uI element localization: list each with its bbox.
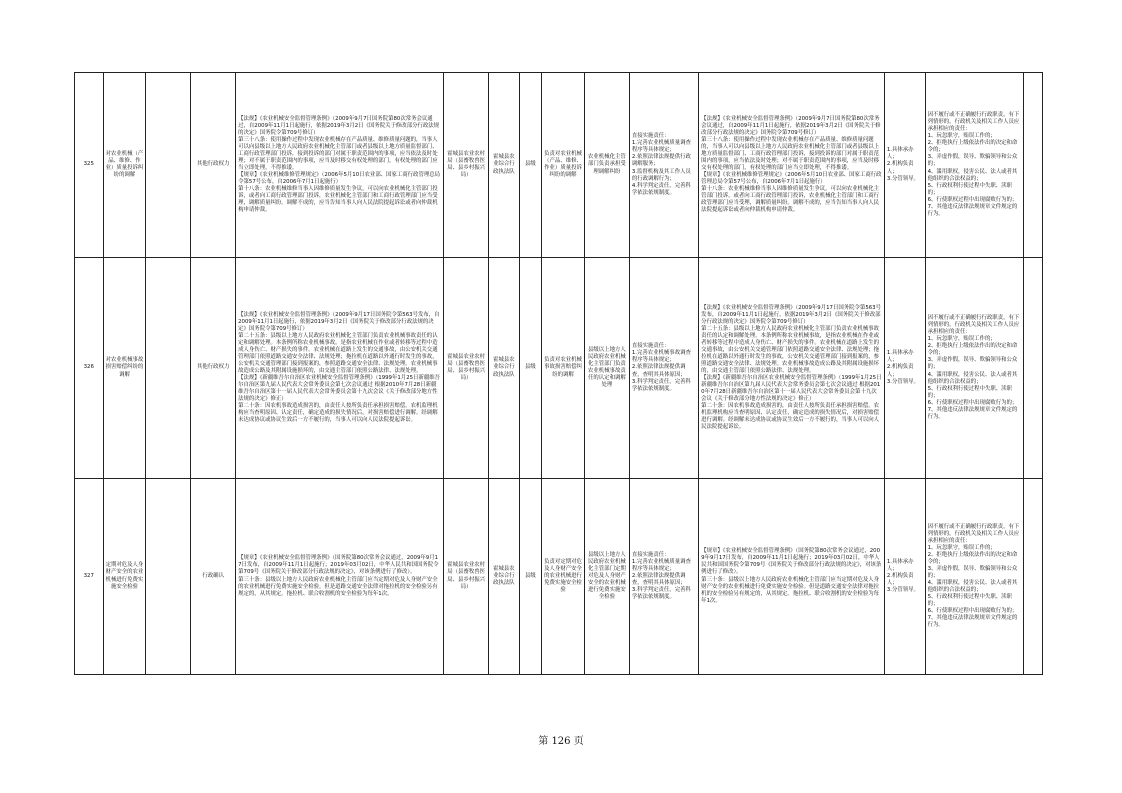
row-number: 325 <box>75 73 104 258</box>
sub-item <box>146 258 191 479</box>
responsibility-content: 负责对农业机械事故损害赔偿纠纷的调解 <box>542 258 585 479</box>
item-name: 对农业机械事故损害赔偿纠纷的调解 <box>103 258 146 479</box>
page-number: 第 126 页 <box>538 736 584 747</box>
legal-basis: 【规章】《农业机械安全监督管理条例》（国务院第80次常务会议通过，2009年9月17日发布，自2009年11月1日起施行；2019年03月02日，中华人民共和国国务院令第709号《国务院关于修改部分行政法规的决定》，对该条例进行了修改）。 第三十条：县级以上地方人民政府农业机械化主管部门应当定期对危及人身财产安全的农业机械进行免费实施安全检验。但是道路交通安全法律对拖拉机的安全检验另有规定的，从其规定。拖拉机、联合收割机的安全检验为每年1次。 <box>236 479 444 675</box>
table-row <box>75 258 1043 479</box>
exercise-level: 县级 <box>519 479 541 675</box>
remarks <box>1023 73 1042 258</box>
responsibility-subject: 农业机械化主管部门负责承担受理调解纠纷 <box>584 73 629 258</box>
accountability-circumstances: 因不履行或不正确履行行政职责，有下列情形的，行政机关及相关工作人员应承担相应的责任： 1、玩忽职守，贻误工作的； 2、拒绝执行上级依法作出的决定和命令的； 3、弄虚作假，误导、欺骗领导和公众的； 4、滥用职权，侵害公民、法人或者其他组织的合法权益的； 5、行政权利行使过程中失职、渎职的； 6、行使职权过程中出现腐败行为的； 7、其他违反法律法规规章文件规定的行为。 <box>925 258 1023 479</box>
legal-basis: 【法规】《农业机械安全监督管理条例》（2009年9月17日国务院令第563号发布，自2009年11月1日起施行，依据2019年3月2日《国务院关于修改部分行政法规的决定》国务院令第709号修订） 第二十五条：县级以上地方人民政府农业机械化主管部门负责农业机械事故责任的认定和调解处理。本条例所称农业机械事故，是指农业机械在作业或者转移等过程中造成人身伤亡、财产损失的事件。农业机械在道路上发生的交通事故，由公安机关交通管理部门依照道路交通安全法律、法规处理；拖拉机在道路以外通行时发生的事故，公安机关交通管理部门接到报案的，参照道路交通安全法律、法规处理。农业机械事故造成公路及其附属设施损坏的，由交通主管部门依照公路法律、法规处理。 【法规】《新疆维吾尔自治区农业机械安全监督管理条例》（1999年1月25日新疆维吾尔自治区第九届人民代表大会常务委员会第七次会议通过 根据2010年7月28日新疆维吾尔自治区第十一届人民代表大会常务委员会第十九次会议《关于修改部分地方性法规的决定》修正） 第二十条：因农机事故造成损害的，由责任人按所负责任承担损害赔偿。农机监理机构应当查明原因、认定责任，确定造成的损失情况后，对损害赔偿进行调解。经调解未达成协议或协议生效后一方不履行的，当事人可以向人民法院提起诉讼。 <box>236 258 444 479</box>
exercise-level: 县级 <box>519 258 541 479</box>
row-number: 326 <box>75 258 104 479</box>
responsibility-subject: 县级以上地方人民政府农业机械化主管部门定期对危及人身财产安全的农业机械进行免费实施安全检验 <box>584 479 629 675</box>
item-name: 定期对危及人身财产安全的农业机械进行免费实施安全检验 <box>103 479 146 675</box>
responsibility-items: 直接实施责任： 1.完善农业机械质量调查程序等具体规定； 2.依照法律法规提供调查，查明其具体原因； 3.科学判定责任，完善科学依法依规制度。 <box>629 479 698 675</box>
sub-item <box>146 479 191 675</box>
table-row <box>75 73 1043 258</box>
accountability-circumstances: 因不履行或不正确履行行政职责，有下列情形的，行政机关及相关工作人员应承担相应的责任： 1、玩忽职守，贻误工作的； 2、拒绝执行上级依法作出的决定和命令的； 3、弄虚作假，误导、欺骗领导和公众的； 4、滥用职权，侵害公民、法人或者其他组织的合法权益的； 5、行政权利行使过程中失职、渎职的； 6、行使职权过程中出现腐败行为的； 7、其他违反法律法规规章文件规定的行为。 <box>925 479 1023 675</box>
table-row <box>75 479 1043 675</box>
row-number: 327 <box>75 479 104 675</box>
legal-basis: 【法规】《农业机械安全监督管理条例》（2009年9月7日国务院第80次常务会议通过，自2009年11月1日起施行，依据2019年3月2日《国务院关于修改部分行政法规的决定》国务院令第709号修订） 第三十八条：使用操作过程中发现农业机械存在产品质量、维修质量问题的，当事人可以向县级以上地方人民政府农业机械化主管部门或者县级以上地方质量监督部门、工商行政管理部门投诉，接到投诉的部门对属于职责范围内的事项，应当依法及时处理；对不属于职责范围内的事项，应当及时移交有权处理的部门，有权处理的部门应当立即处理，不得推诿。 【规章】《农业机械维修管理规定》（2006年5月10日农业部、国家工商行政管理总局令第57号公布，自2006年7月1日起施行） 第十八条：农业机械维修当事人因维修质量发生争议，可以向农业机械化主管部门投诉，或者向工商行政管理部门投诉，农业机械化主管部门和工商行政管理部门应当受理，调解质量纠纷。调解不成的，应当告知当事人向人民法院提起诉讼或者向仲裁机构申请仲裁。 <box>236 73 444 258</box>
power-type: 其他行政权力 <box>191 73 236 258</box>
responsibility-bearer: 1.具体承办人； 2.机构负责人； 3.分管领导。 <box>884 258 925 479</box>
power-type: 行政确认 <box>191 479 236 675</box>
responsibility-subject: 县级以上地方人民政府农业机械化主管部门负责农业机械事故责任的认定和调解处理 <box>584 258 629 479</box>
executing-unit: 霍城县农业综合行政执法队 <box>489 479 520 675</box>
executing-unit: 霍城县农业综合行政执法队 <box>489 258 520 479</box>
responsible-department: 霍城县农业农村局（县畜牧兽医局、县乡村振兴局） <box>444 479 489 675</box>
responsibility-basis: 【法规】《农业机械安全监督管理条例》（2009年9月7日国务院第80次常务会议通过，自2009年11月1日起施行，依据2019年3月2日《国务院关于修改部分行政法规的决定》国务院令第709号修订） 第三十八条：使用操作过程中发现农业机械存在产品质量、维修质量问题的，当事人可以向县级以上地方人民政府农业机械化主管部门或者县级以上地方质量监督部门、工商行政管理部门投诉，接到投诉的部门对属于职责范围内的事项，应当依法及时处理；对不属于职责范围内的事项，应当及时移交有权处理的部门，有权处理的部门应当立即处理，不得推诿。 【规章】《农业机械维修管理规定》（2006年5月10日农业部、国家工商行政管理总局令第57号公布，自2006年7月1日起施行） 第十八条：农业机械维修当事人因维修质量发生争议，可以向农业机械化主管部门投诉，或者向工商行政管理部门投诉，农业机械化主管部门和工商行政管理部门应当受理，调解质量纠纷。调解不成的，应当告知当事人向人民法院提起诉讼或者向仲裁机构申请仲裁。 <box>699 73 885 258</box>
responsibility-bearer: 1.具体承办人； 2.机构负责人； 3.分管领导。 <box>884 73 925 258</box>
responsibility-basis: 【规章】《农业机械安全监督管理条例》（国务院第80次常务会议通过，2009年9月17日发布，自2009年11月1日起施行；2019年03月02日，中华人民共和国国务院令第709号《国务院关于修改部分行政法规的决定》，对该条例进行了修改）。 第三十条：县级以上地方人民政府农业机械化主管部门应当定期对危及人身财产安全的农业机械进行免费实施安全检验。但是道路交通安全法律对拖拉机的安全检验另有规定的，从其规定。拖拉机、联合收割机的安全检验为每年1次。 <box>699 479 885 675</box>
item-name: 对农业机械（产品、维修、作业）质量投诉纠纷的调解 <box>103 73 146 258</box>
responsibility-items: 直接实施责任： 1.完善农业机械事故调查程序等具体规定； 2.依照法律法规提供调查，查明其具体原因； 3.科学判定责任，完善科学依法依规制度。 <box>629 258 698 479</box>
remarks <box>1023 479 1042 675</box>
remarks <box>1023 258 1042 479</box>
accountability-circumstances: 因不履行或不正确履行行政职责，有下列情形的，行政机关及相关工作人员应承担相应的责任： 1、玩忽职守，贻误工作的； 2、拒绝执行上级依法作出的决定和命令的； 3、弄虚作假，误导、欺骗领导和公众的； 4、滥用职权，侵害公民、法人或者其他组织的合法权益的； 5、行政权利行使过程中失职、渎职的； 6、行使职权过程中出现腐败行为的； 7、其他违反法律法规规章文件规定的行为。 <box>925 73 1023 258</box>
executing-unit: 霍城县农业综合行政执法队 <box>489 73 520 258</box>
exercise-level: 县级 <box>519 73 541 258</box>
power-type: 其他行政权力 <box>191 258 236 479</box>
responsibility-content: 负责对农业机械（产品、维修、作业）质量投诉纠纷的调解 <box>542 73 585 258</box>
responsibility-basis: 【法规】《农业机械安全监督管理条例》（2009年9月17日国务院令第563号发布，自2009年11月1日起施行，依据2019年3月2日《国务院关于修改部分行政法规的决定》国务院令第709号修订） 第二十五条：县级以上地方人民政府农业机械化主管部门负责农业机械事故责任的认定和调解处理。本条例所称农业机械事故，是指农业机械在作业或者转移等过程中造成人身伤亡、财产损失的事件。农业机械在道路上发生的交通事故，由公安机关交通管理部门依照道路交通安全法律、法规处理；拖拉机在道路以外通行时发生的事故，公安机关交通管理部门接到报案的，参照道路交通安全法律、法规处理。农业机械事故造成公路及其附属设施损坏的，由交通主管部门依照公路法律、法规处理。 【法规】《新疆维吾尔自治区农业机械安全监督管理条例》（1999年1月25日新疆维吾尔自治区第九届人民代表大会常务委员会第七次会议通过 根据2010年7月28日新疆维吾尔自治区第十一届人民代表大会常务委员会第十九次会议《关于修改部分地方性法规的决定》修正） 第二十条：因农机事故造成损害的，由责任人按所负责任承担损害赔偿。农机监理机构应当查明原因、认定责任，确定造成的损失情况后，对损害赔偿进行调解。经调解未达成协议或协议生效后一方不履行的，当事人可以向人民法院提起诉讼。 <box>699 258 885 479</box>
responsible-department: 霍城县农业农村局（县畜牧兽医局、县乡村振兴局） <box>444 258 489 479</box>
sub-item <box>146 73 191 258</box>
power-list-table <box>74 72 1043 675</box>
responsibility-content: 负责对定期对危及人身财产安全的农业机械进行免费实施安全检验 <box>542 479 585 675</box>
responsibility-items: 直接实施责任： 1.完善农业机械质量调查程序等具体规定； 2.依照法律法规提供行政调解服务； 3.监督机构及其工作人员的行政调解行为； 4.科学判定责任，完善科学依法依规制度。 <box>629 73 698 258</box>
responsible-department: 霍城县农业农村局（县畜牧兽医局、县乡村振兴局） <box>444 73 489 258</box>
responsibility-bearer: 1.具体承办人； 2.机构负责人； 3.分管领导。 <box>884 479 925 675</box>
